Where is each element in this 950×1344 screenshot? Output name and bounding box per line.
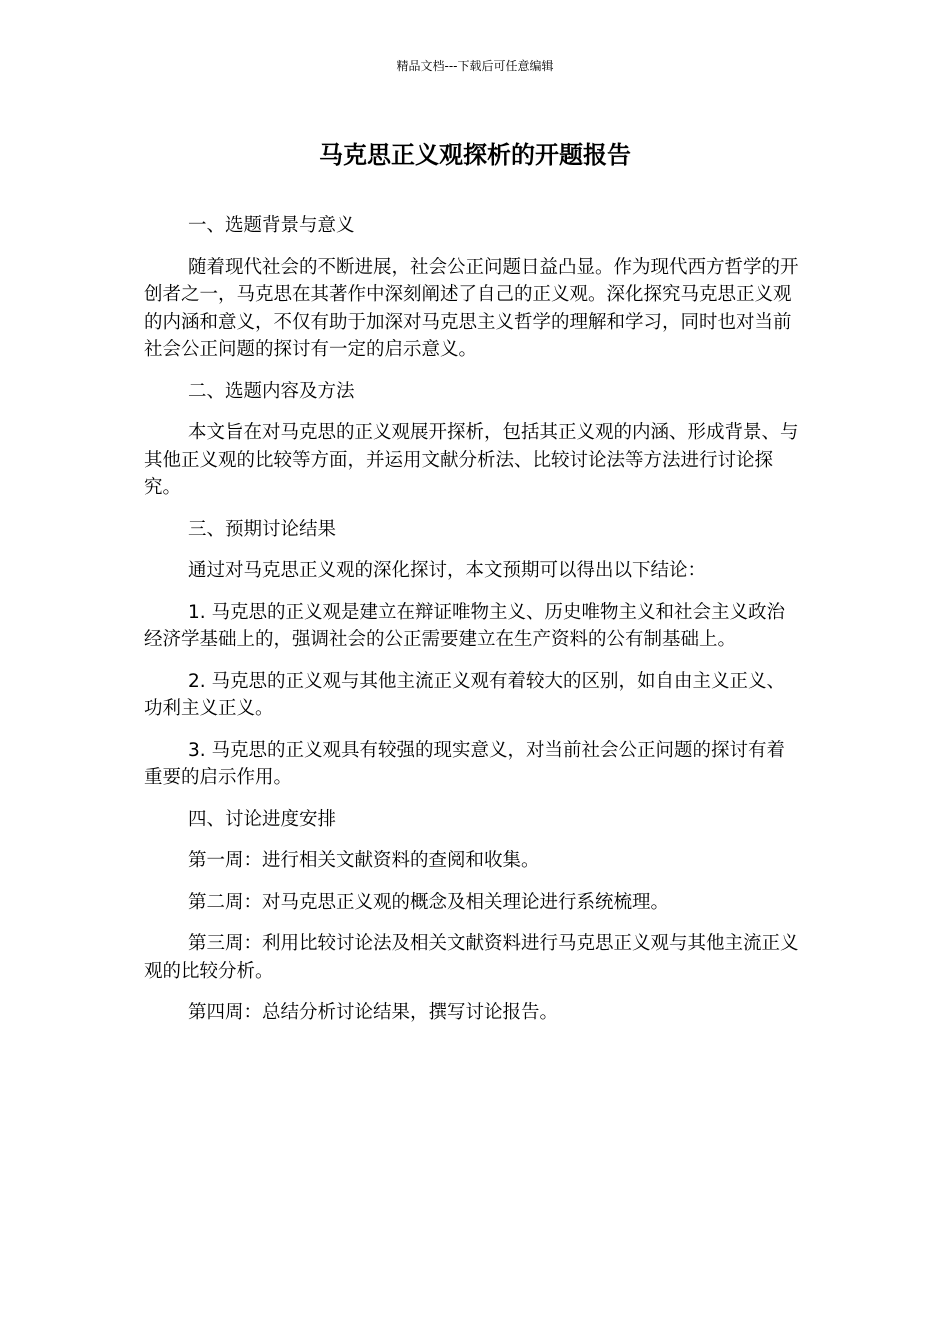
list-item-conclusion-3: 3. 马克思的正义观具有较强的现实意义，对当前社会公正问题的探讨有着重要的启示作用。 (144, 739, 786, 788)
paragraph-content-method: 本文旨在对马克思的正义观展开探析，包括其正义观的内涵、形成背景、与其他正义观的比较等方面，并运用文献分析法、比较讨论法等方法进行讨论探究。 (144, 422, 799, 498)
list-item-conclusion-2: 2. 马克思的正义观与其他主流正义观有着较大的区别，如自由主义正义、功利主义正义。 (144, 670, 786, 719)
section-heading-background: 一、选题背景与意义 (188, 215, 355, 236)
list-item-conclusion-1: 1. 马克思的正义观是建立在辩证唯物主义、历史唯物主义和社会主义政治经济学基础上的，强调社会的公正需要建立在生产资料的公有制基础上。 (144, 601, 786, 650)
section-heading-expected-results: 三、预期讨论结果 (188, 518, 337, 540)
schedule-week-2: 第二周：对马克思正义观的概念及相关理论进行系统梳理。 (188, 891, 670, 913)
section-heading-content-method: 二、选题内容及方法 (188, 380, 355, 402)
schedule-week-1: 第一周：进行相关文献资料的查阅和收集。 (188, 850, 540, 871)
schedule-week-4: 第四周：总结分析讨论结果，撰写讨论报告。 (188, 1002, 559, 1023)
paragraph-background: 随着现代社会的不断进展，社会公正问题日益凸显。作为现代西方哲学的开创者之一，马克思在其著作中深刻阐述了自己的正义观。深化探究马克思正义观的内涵和意义，不仅有助于加深对马克思主义哲学的理解和学习，同时也对当前社会公正问题的探讨有一定的启示意义。 (144, 256, 799, 360)
document-title: 马克思正义观探析的开题报告 (319, 141, 631, 169)
paragraph-expected-intro: 通过对马克思正义观的深化探讨，本文预期可以得出以下结论： (188, 560, 707, 581)
document-body (144, 212, 800, 1041)
section-heading-schedule: 四、讨论进度安排 (188, 808, 337, 830)
schedule-week-3: 第三周：利用比较讨论法及相关文献资料进行马克思正义观与其他主流正义观的比较分析。 (144, 933, 799, 982)
page-header: 精品文档---下载后可任意编辑 (396, 59, 554, 73)
